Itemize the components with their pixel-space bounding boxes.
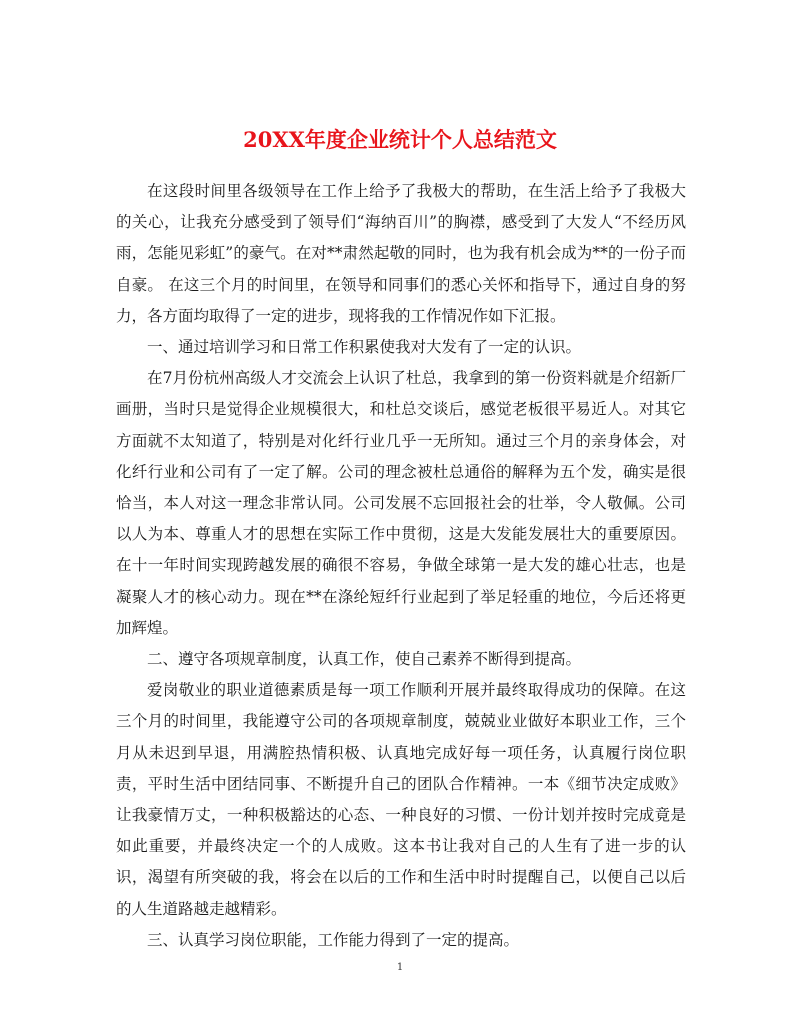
section-paragraph-1: 在7月份杭州高级人才交流会上认识了杜总，我拿到的第一份资料就是介绍新厂画册，当时只是觉得企业规模很大，和杜总交谈后，感觉老板很平易近人。对其它方面就不太知道了，特别是对化纤行业几乎一无所知。通过三个月的亲身体会，对化纤行业和公司有了一定了解。公司的理念被杜总通俗的解释为五个发，确实是很恰当，本人对这一理念非常认同。公司发展不忘回报社会的壮举，令人敬佩。公司以人为本、尊重人才的思想在实际工作中贯彻，这是大发能发展壮大的重要原因。在十一年时间实现跨越发展的确很不容易，争做全球第一是大发的雄心壮志，也是凝聚人才的核心动力。现在**在涤纶短纤行业起到了举足轻重的地位，今后还将更加辉煌。 — [116, 369, 686, 637]
page-number: 1 — [396, 962, 404, 973]
section-heading-1: 一、通过培训学习和日常工作积累使我对大发有了一定的认识。 — [147, 338, 582, 357]
section-paragraph-2: 爱岗敬业的职业道德素质是每一项工作顺利开展并最终取得成功的保障。在这三个月的时间里，我能遵守公司的各项规章制度，兢兢业业做好本职业工作，三个月从未迟到早退，用满腔热情积极、认真地完成好每一项任务，认真履行岗位职责，平时生活中团结同事、不断提升自己的团队合作精神。一本《细节决定成败》让我豪情万丈，一种积极豁达的心态、一种良好的习惯、一份计划并按时完成竟是如此重要，并最终决定一个的人成败。这本书让我对自己的人生有了进一步的认识，渴望有所突破的我，将会在以后的工作和生活中时时提醒自己，以便自己以后的人生道路越走越精彩。 — [116, 681, 686, 918]
intro-paragraph: 在这段时间里各级领导在工作上给予了我极大的帮助，在生活上给予了我极大的关心，让我充分感受到了领导们“海纳百川”的胸襟，感受到了大发人“不经历风雨，怎能见彩虹”的豪气。在对**肃然起敬的同时，也为我有机会成为**的一份子而自豪。 在这三个月的时间里，在领导和同事们的悉心关怀和指导下，通过自身的努力，各方面均取得了一定的进步，现将我的工作情况作如下汇报。 — [116, 182, 686, 325]
section-heading-2: 二、遵守各项规章制度，认真工作，使自己素养不断得到提高。 — [147, 650, 582, 669]
section-heading-3: 三、认真学习岗位职能，工作能力得到了一定的提高。 — [147, 930, 520, 949]
document-body — [116, 176, 686, 956]
document-title: 20XX年度企业统计个人总结范文 — [243, 127, 557, 153]
